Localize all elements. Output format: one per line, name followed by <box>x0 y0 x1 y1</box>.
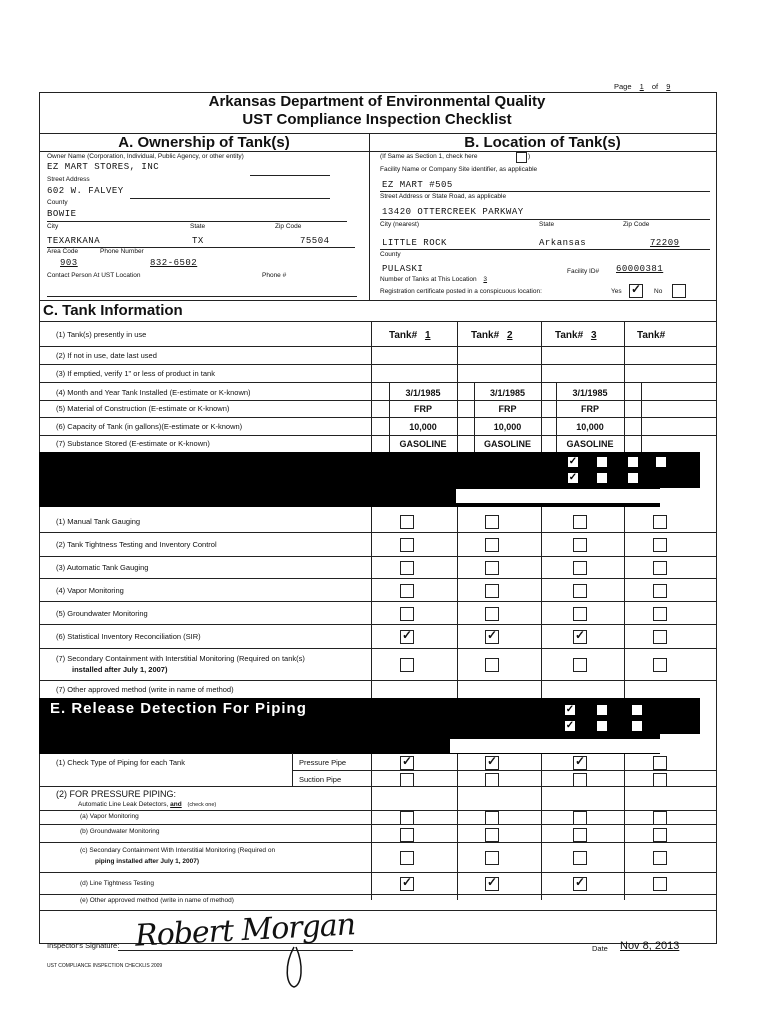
e1-suction-tank3-checkbox[interactable] <box>573 773 587 787</box>
ec-tank4-checkbox[interactable] <box>653 851 667 865</box>
eb-tank3-checkbox[interactable] <box>573 828 587 842</box>
owner-street: 602 W. FALVEY <box>47 186 124 196</box>
d7-tank1-checkbox[interactable] <box>400 658 414 672</box>
c-row-2: (2) If not in use, date last used <box>56 351 157 360</box>
c-row-6: (6) Capacity of Tank (in gallons)(E-estimate or K-known) <box>56 422 243 431</box>
tank-2-header: Tank# 2 <box>471 330 513 341</box>
signature-flourish <box>280 945 310 990</box>
ea-tank3-checkbox[interactable] <box>573 811 587 825</box>
material-tank-1: FRP <box>414 404 432 414</box>
d-row-1: (1) Manual Tank Gauging <box>56 517 141 526</box>
d-row-6: (6) Statistical Inventory Reconciliation (SIR) <box>56 632 201 641</box>
installed-tank-2: 3/1/1985 <box>489 388 526 398</box>
d6-tank4-checkbox[interactable] <box>653 630 667 644</box>
substance-tank-1: GASOLINE <box>399 439 447 449</box>
e-row-d: (d) Line Tightness Testing <box>80 880 154 887</box>
d6-tank2-checkbox[interactable] <box>485 630 499 644</box>
d1-tank4-checkbox[interactable] <box>653 515 667 529</box>
owner-state: TX <box>192 236 204 246</box>
ed-tank1-checkbox[interactable] <box>400 877 414 891</box>
d2-tank1-checkbox[interactable] <box>400 538 414 552</box>
area-code: 903 <box>60 258 78 268</box>
c-row-5: (5) Material of Construction (E-estimate or K-known) <box>56 404 230 413</box>
d4-tank1-checkbox[interactable] <box>400 584 414 598</box>
d-row-7b: (7) Other approved method (write in name of method) <box>56 685 234 694</box>
ea-tank2-checkbox[interactable] <box>485 811 499 825</box>
section-e-title: E. Release Detection For Piping <box>50 700 307 717</box>
d7-tank4-checkbox[interactable] <box>653 658 667 672</box>
d2-tank3-checkbox[interactable] <box>573 538 587 552</box>
tank-3-header: Tank# 3 <box>555 330 597 341</box>
d-row-4: (4) Vapor Monitoring <box>56 586 124 595</box>
ec-tank1-checkbox[interactable] <box>400 851 414 865</box>
c-row-1: (1) Tank(s) presently in use <box>56 330 147 339</box>
d4-tank2-checkbox[interactable] <box>485 584 499 598</box>
d5-tank3-checkbox[interactable] <box>573 607 587 621</box>
material-tank-3: FRP <box>581 404 599 414</box>
facility-city: LITTLE ROCK <box>382 238 447 248</box>
e-row-a: (a) Vapor Monitoring <box>80 813 139 820</box>
d1-tank3-checkbox[interactable] <box>573 515 587 529</box>
phone-number: 832-6502 <box>150 258 198 268</box>
d1-tank2-checkbox[interactable] <box>485 515 499 529</box>
ea-tank4-checkbox[interactable] <box>653 811 667 825</box>
d5-tank1-checkbox[interactable] <box>400 607 414 621</box>
section-b-title: B. Location of Tank(s) <box>464 134 621 151</box>
d3-tank2-checkbox[interactable] <box>485 561 499 575</box>
e1-pressure-tank4-checkbox[interactable] <box>653 756 667 770</box>
e-row-c: (c) Secondary Containment With Interstitial Monitoring (Required on <box>80 847 276 854</box>
d1-tank1-checkbox[interactable] <box>400 515 414 529</box>
owner-zip: 75504 <box>300 236 330 246</box>
material-tank-2: FRP <box>498 404 517 414</box>
facility-street: 13420 OTTERCREEK PARKWAY <box>382 207 524 217</box>
ea-tank1-checkbox[interactable] <box>400 811 414 825</box>
d6-tank3-checkbox[interactable] <box>573 630 587 644</box>
e1-suction-tank4-checkbox[interactable] <box>653 773 667 787</box>
e1-pressure-tank1-checkbox[interactable] <box>400 756 414 770</box>
page-number: Page 1 of 9 <box>614 82 671 91</box>
tank-4-header: Tank# <box>637 330 666 341</box>
section-a-title: A. Ownership of Tank(s) <box>118 134 290 151</box>
substance-tank-3: GASOLINE <box>566 439 614 449</box>
d6-tank1-checkbox[interactable] <box>400 630 414 644</box>
d-row-5: (5) Groundwater Monitoring <box>56 609 148 618</box>
form-title: Arkansas Department of Environmental Quality UST Compliance Inspection Checklist <box>208 93 546 128</box>
owner-name: EZ MART STORES, INC <box>47 162 160 172</box>
section-c-title: C. Tank Information <box>43 302 183 319</box>
inspection-date: Nov 8, 2013 <box>620 940 680 952</box>
d2-tank4-checkbox[interactable] <box>653 538 667 552</box>
ed-tank4-checkbox[interactable] <box>653 877 667 891</box>
facility-state: Arkansas <box>539 238 587 248</box>
facility-id: 60000381 <box>616 264 664 274</box>
registration-yes-checkbox[interactable] <box>629 284 643 298</box>
e1-suction-tank2-checkbox[interactable] <box>485 773 499 787</box>
d5-tank2-checkbox[interactable] <box>485 607 499 621</box>
installed-tank-1: 3/1/1985 <box>405 388 441 398</box>
e1-pressure-tank2-checkbox[interactable] <box>485 756 499 770</box>
facility-county: PULASKI <box>382 264 424 274</box>
tank-1-header: Tank# 1 <box>389 330 431 341</box>
d4-tank3-checkbox[interactable] <box>573 584 587 598</box>
number-of-tanks: 3 <box>483 276 488 283</box>
facility-name: EZ MART #505 <box>382 180 453 190</box>
c-row-4: (4) Month and Year Tank Installed (E-estimate or K-known) <box>56 388 251 397</box>
capacity-tank-1: 10,000 <box>409 422 437 432</box>
inspector-signature: Robert Morgan <box>134 907 356 954</box>
d3-tank4-checkbox[interactable] <box>653 561 667 575</box>
same-as-label: (If Same as Section 1, check here <box>380 153 478 160</box>
form-id: UST COMPLIANCE INSPECTION CHECKLIS 2009 <box>47 963 163 969</box>
owner-county: BOWIE <box>47 209 77 219</box>
facility-zip: 72209 <box>650 238 680 248</box>
ec-tank3-checkbox[interactable] <box>573 851 587 865</box>
d-row-3: (3) Automatic Tank Gauging <box>56 563 149 572</box>
d3-tank3-checkbox[interactable] <box>573 561 587 575</box>
registration-no-checkbox[interactable] <box>672 284 686 298</box>
installed-tank-3: 3/1/1985 <box>572 388 608 398</box>
c-row-3: (3) If emptied, verify 1" or less of product in tank <box>56 369 215 378</box>
owner-label: Owner Name (Corporation, Individual, Public Agency, or other entity) <box>47 153 244 160</box>
d-row-7a: (7) Secondary Containment with Interstitial Monitoring (Required on tank(s) <box>56 654 305 663</box>
ed-tank3-checkbox[interactable] <box>573 877 587 891</box>
e-row-e: (e) Other approved method (write in name of method) <box>80 897 234 904</box>
e1-suction-tank1-checkbox[interactable] <box>400 773 414 787</box>
d7-tank2-checkbox[interactable] <box>485 658 499 672</box>
d7-tank3-checkbox[interactable] <box>573 658 587 672</box>
ed-tank2-checkbox[interactable] <box>485 877 499 891</box>
eb-tank4-checkbox[interactable] <box>653 828 667 842</box>
pressure-piping-heading: (2) FOR PRESSURE PIPING: <box>56 789 177 799</box>
e1-pressure-tank3-checkbox[interactable] <box>573 756 587 770</box>
e-row-b: (b) Groundwater Monitoring <box>80 828 160 835</box>
eb-tank1-checkbox[interactable] <box>400 828 414 842</box>
ec-tank2-checkbox[interactable] <box>485 851 499 865</box>
c-row-7: (7) Substance Stored (E-estimate or K-known) <box>56 439 210 448</box>
d2-tank2-checkbox[interactable] <box>485 538 499 552</box>
eb-tank2-checkbox[interactable] <box>485 828 499 842</box>
same-as-checkbox[interactable] <box>516 152 527 163</box>
e-row-1: (1) Check Type of Piping for each Tank <box>56 758 185 767</box>
capacity-tank-2: 10,000 <box>493 422 522 432</box>
d4-tank4-checkbox[interactable] <box>653 584 667 598</box>
capacity-tank-3: 10,000 <box>576 422 604 432</box>
d-row-2: (2) Tank Tightness Testing and Inventory Control <box>56 540 217 549</box>
d3-tank1-checkbox[interactable] <box>400 561 414 575</box>
owner-city: TEXARKANA <box>47 236 101 246</box>
d5-tank4-checkbox[interactable] <box>653 607 667 621</box>
substance-tank-2: GASOLINE <box>483 439 531 449</box>
